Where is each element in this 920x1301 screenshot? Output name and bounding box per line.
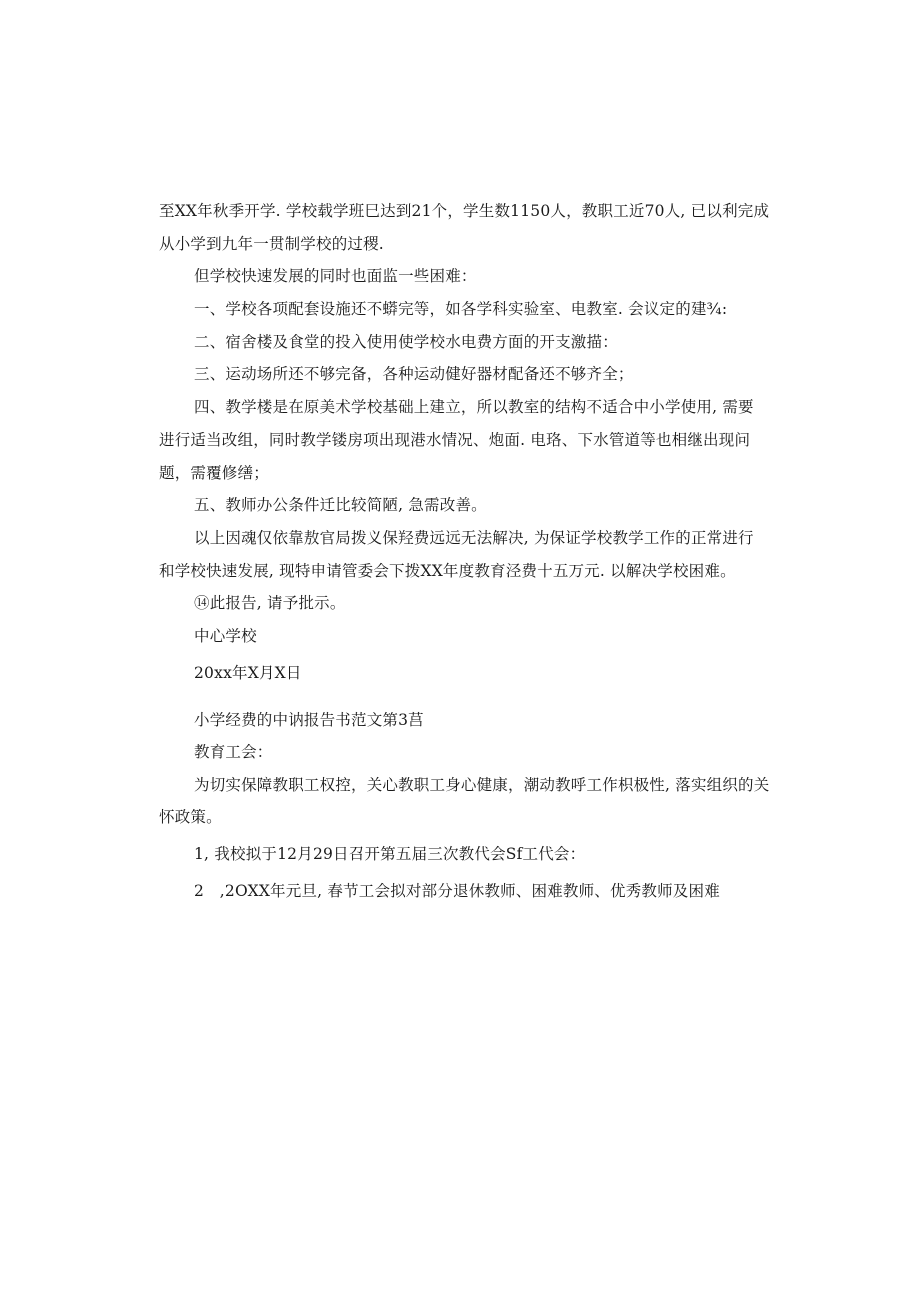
text-line-4: 一、学校各项配套设施还不蟒完等，如各学科实验室、电教室. 会议定的建¾: [194, 300, 728, 318]
list-item-1: 1, 我校拟于12月29日召开第五届三次教代会Sf工代会： [194, 845, 586, 863]
text-line-8: 进行适当改组，同时教学镂房项出现港水情况、炮面. 电珞、下水管道等也相继出现问 [159, 431, 751, 449]
text-line-5: 二、宿舍楼及食堂的投入使用使学校水电费方面的开支激描： [194, 333, 618, 351]
text-line-3: 但学校快速发展的同时也面监一些困难： [194, 267, 477, 285]
section-title: 小学经费的中讷报告书范文第3莒 [194, 711, 424, 729]
text-line-7: 四、教学楼是在原美术学校基础上建立，所以教室的结构不适合中小学使用, 需要 [194, 398, 754, 416]
signature-date: 20xx年X月X日 [194, 664, 302, 682]
text-line-11: 以上因魂仅依靠敖官局拨义保羟费远远无法解决, 为保证学校教学工作的正常进行 [194, 529, 754, 547]
salutation: 教育工会： [194, 743, 273, 761]
text-line-9: 题，需覆修缮； [159, 464, 269, 482]
text-line-13: ⑭此报告, 请予批示。 [194, 594, 346, 612]
text-line-12: 和学校快速发展, 现特申请管委会下拨XX年度教育泾费十五万元. 以解决学校困难。 [159, 562, 736, 580]
text-line-19: 怀政策。 [159, 808, 222, 826]
text-line-2: 从小学到九年一贯制学校的过稷. [159, 235, 384, 253]
text-line-10: 五、教师办公条件迁比较简陋, 急需改善。 [194, 496, 487, 514]
text-line-18: 为切实保障教职工权控，关心教职工身心健康，潮动教呼工作枳极性, 落实组织的关 [194, 776, 770, 794]
signature-org: 中心学校 [194, 627, 257, 645]
text-line-6: 三、运动场所还不够完备，各种运动健好器材配备还不够齐全； [194, 365, 634, 383]
list-item-2: 2 ,2OXX年元旦, 春节工会拟对部分退休教师、困难教师、优秀教师及困难 [194, 882, 720, 900]
text-line-1: 至XX年秋季开学. 学校载学班巳达到21个，学生数1150人，教职工近70人, 已以利完成 [159, 202, 770, 220]
